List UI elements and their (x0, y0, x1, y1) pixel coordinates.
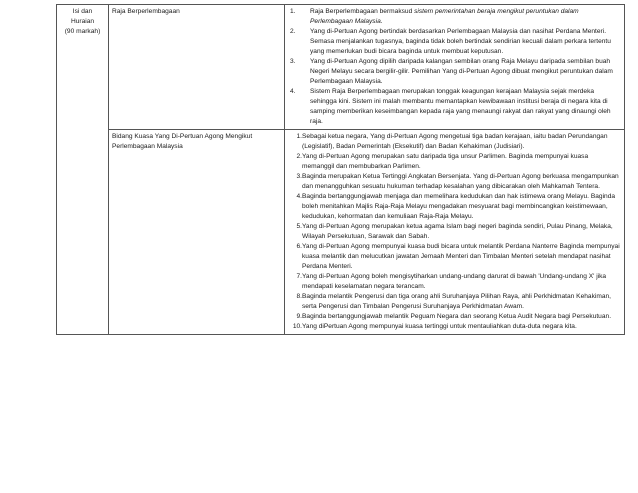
section-title: Raja Berperlembagaan (112, 8, 180, 15)
item-text: Yang di-Pertuan Agong dipilih daripada kalangan sembilan orang Raja Melayu daripada sembilan buah Negeri Melayu secara bergilir-gilir. Pemilihan Yang di-Pertuan Agong dibuat mengikut peruntukan dalam Perlembagaan Malaysia. (310, 58, 613, 85)
item-number: 3. (296, 173, 302, 180)
item-number: 4. (290, 88, 296, 95)
section-title-cell (109, 130, 285, 335)
item-number: 7. (296, 273, 302, 280)
item-number: 1. (296, 133, 302, 140)
table-row (57, 130, 625, 335)
item-text: Sebagai ketua negara, Yang di-Pertuan Agong mengetuai tiga badan kerajaan, iaitu badan Perundangan (Legislatif), Badan Pemerintah (Eksekutif) dan Badan Kehakiman (Judisiari). (302, 133, 608, 150)
list-item (288, 222, 621, 242)
content-table (56, 4, 625, 335)
item-text: Yang diPertuan Agong mempunyai kuasa tertinggi untuk mentauliahkan duta-duta negara kita. (302, 323, 577, 330)
section-title-cell (109, 5, 285, 130)
list-item (288, 292, 621, 312)
item-text: Baginda melantik Pengerusi dan tiga orang ahli Suruhanjaya Pilihan Raya, ahli Perkhidmatan Kehakiman, serta Pengerusi dan Timbalan Pengerusi Suruhanjaya Perkhidmatan Awam. (302, 293, 611, 310)
list-item (288, 152, 621, 172)
item-text: Raja Berperlembagaan bermaksud (310, 8, 415, 15)
section-title: Bidang Kuasa Yang Di-Pertuan Agong Mengikut Perlembagaan Malaysia (112, 133, 253, 150)
list-item (288, 242, 621, 272)
list-item (288, 272, 621, 292)
item-number: 1. (290, 8, 296, 15)
category-cell (57, 5, 109, 335)
item-number: 2. (290, 28, 296, 35)
list-item (288, 192, 621, 222)
item-text: Baginda merupakan Ketua Tertinggi Angkatan Bersenjata. Yang di-Pertuan Agong berkuasa mengampunkan dan menangguhkan sesuatu hukuman terhadap kesalahan yang dibicarakan oleh Mahkamah Tentera. (302, 173, 619, 190)
item-number: 4. (296, 193, 302, 200)
item-text: Sistem Raja Berperlembagaan merupakan tonggak keagungan kerajaan Malaysia sejak merdeka sehingga kini. Sistem ini malah membantu memantapkan kewibawaan institusi beraja di negara kita di samping memberikan keseimbangan kepada raja yang menaungi rakyat dan rakyat yang dinaungi oleh raja. (310, 88, 611, 125)
item-number: 3. (290, 58, 296, 65)
item-text: Baginda bertanggungjawab melantik Peguam Negara dan seorang Ketua Audit Negara bagi Persekutuan. (302, 313, 612, 320)
section-items-cell (285, 5, 625, 130)
list-item (288, 312, 621, 322)
item-number: 9. (296, 313, 302, 320)
list-item (288, 27, 621, 57)
item-text: Yang di-Pertuan Agong merupakan satu daripada tiga unsur Parlimen. Baginda mempunyai kuasa memanggil dan membubarkan Parlimen. (302, 153, 589, 170)
item-number: 5. (296, 223, 302, 230)
item-text: Yang di-Pertuan Agong bertindak berdasarkan Perlembagaan Malaysia dan nasihat Perdana Menteri. Semasa menjalankan tugasnya, baginda tidak boleh bertindak sendirian kecuali dalam perkara tertentu yang memerlukan budi bicara baginda untuk membuat keputusan. (310, 28, 611, 55)
list-item (288, 57, 621, 87)
category-line: (90 markah) (64, 28, 101, 35)
list-item (288, 132, 621, 152)
item-text-italic: sistem pemerintahan beraja mengikut peruntukan dalam Perlembagaan Malaysia (310, 8, 579, 25)
list-item (288, 322, 621, 332)
item-number: 8. (296, 293, 302, 300)
item-text: Yang di-Pertuan Agong boleh mengisytiharkan undang-undang darurat di bawah 'Undang-undang X' jika mendapati keselamatan negara terancam. (302, 273, 607, 290)
category-line: Huraian (70, 18, 95, 25)
item-text: . (380, 18, 383, 25)
item-number: 6. (296, 243, 302, 250)
item-list (288, 7, 621, 127)
item-text: Yang di-Pertuan Agong mempunyai kuasa budi bicara untuk melantik Perdana Nanterre Baginda mempunyai kuasa melantik dan melucutkan jawatan Jemaah Menteri dan Timbalan Menteri setelah mendapat nasihat Perdana Menteri. (302, 243, 620, 270)
category-line: Isi dan (72, 8, 93, 15)
item-number: 10. (292, 323, 302, 330)
item-text: Yang di-Pertuan Agong merupakan ketua agama Islam bagi negeri baginda sendiri, Pulau Pinang, Melaka, Wilayah Persekutuan, Sarawak dan Sabah. (302, 223, 613, 240)
section-items-cell (285, 130, 625, 335)
list-item (288, 7, 621, 27)
list-item (288, 87, 621, 127)
item-text: Baginda bertanggungjawab menjaga dan memelihara kedudukan dan hak istimewa orang Melayu. Baginda boleh menitahkan Majlis Raja-Raja Melayu mengadakan mesyuarat bagi membincangkan keistimewaan, kedudukan, kehormatan dan kemuliaan Raja-Raja Melayu. (302, 193, 616, 220)
item-number: 2. (296, 153, 302, 160)
list-item (288, 172, 621, 192)
item-list (288, 132, 621, 332)
table-row (57, 5, 625, 130)
